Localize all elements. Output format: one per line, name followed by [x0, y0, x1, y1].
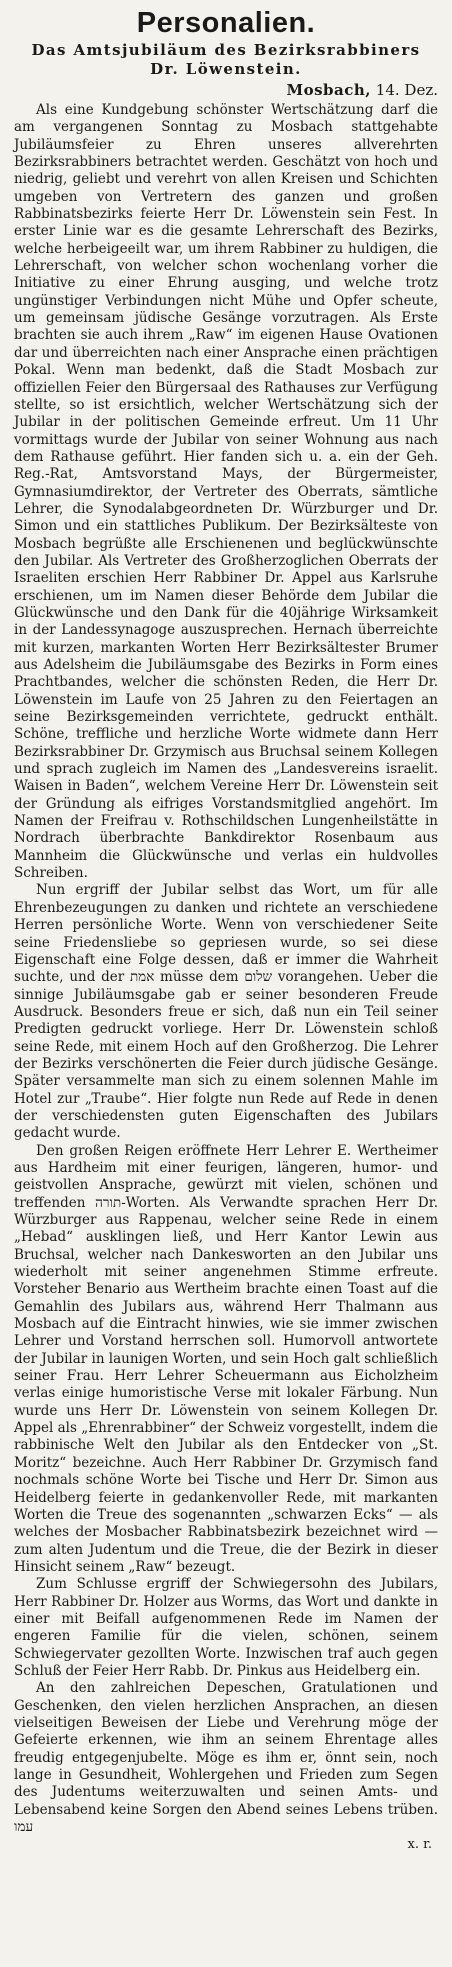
paragraph-5: An den zahlreichen Depeschen, Gratulationen und Geschenken, den vielen herzlichen Ansprachen, an diesen vielseitigen Beweisen der Liebe und Verehrung möge der Gefeierte erkennen, wie ihm an seinem Ehrentage alles freudig entgegenjubelte. Möge es ihm er, önnt sein, noch lange in Gesundheit, Wohlergehen und Frieden zum Segen des Judentums weiterzuwalten und seinen Amts- und Lebensabend keine Sorgen den Abend seines Lebens trüben. עמו [14, 1680, 438, 1836]
paragraph-2: Nun ergriff der Jubilar selbst das Wort, um für alle Ehrenbezeugungen zu danken und richtete an verschiedene Herren persönliche Worte. Wenn von verschiedener Seite seine Friedensliebe so gepriesen wurde, so sei diese Eigenschaft eine Folge dessen, daß er immer die Wahrheit suchte, und der אמת müsse dem שלום vorangehen. Ueber die sinnige Jubiläumsgabe gab er seiner besonderen Freude Ausdruck. Besonders freue er sich, daß nun ein Teil seiner Predigten gedruckt vorliege. Herr Dr. Löwenstein schloß seine Rede, mit einem Hoch auf den Großherzog. Die Lehrer der Bezirks verschönerten die Feier durch jüdische Gesänge. Später versammelte man sich zu einem solennen Mahle im Hotel zur „Traube“. Hier folgte nun Rede auf Rede in denen der verschiedensten guten Eigenschaften des Jubilars gedacht wurde. [14, 882, 438, 1142]
article-subtitle: Das Amtsjubiläum des Bezirksrabbiners Dr. Löwenstein. [31, 41, 421, 78]
author-signature: x. r. [407, 1837, 432, 1853]
paragraph-4: Zum Schlusse ergriff der Schwiegersohn des Jubilars, Herr Rabbiner Dr. Holzer aus Worms, das Wort und dankte in einer mit Beifall aufgenommenen Rede im Namen der engeren Familie für die vielen, schönen, seinem Schwiegervater gezollten Worte. Inzwischen traf auch gegen Schluß der Feier Herr Rabb. Dr. Pinkus aus Heidelberg ein. [14, 1576, 438, 1679]
article-title: Personalien. [136, 7, 316, 39]
paragraph-3: Den großen Reigen eröffnete Herr Lehrer E. Wertheimer aus Hardheim mit einer feurigen, längeren, humor- und geistvollen Ansprache, gewürzt mit vielen, schönen und treffenden תורה-Worten. Als Verwandte sprachen Herr Dr. Würzburger aus Rappenau, welcher seine Rede in einem „Hebad“ ausklingen ließ, und Herr Kantor Lewin aus Bruchsal, welcher nach Dankesworten an den Jubilar uns wiederholt mit seiner angenehmen Stimme erfreute. Vorsteher Benario aus Wertheim brachte einen Toast auf die Gemahlin des Jubilars aus, während Herr Thalmann aus Mosbach auf die Eintracht hinwies, wie sie immer zwischen Lehrer und Vorstand herrschen soll. Humorvoll antwortete der Jubilar in launigen Worten, und sein Hoch galt schließlich seiner Frau. Herr Lehrer Scheuermann aus Eicholzheim verlas einige humoristische Verse mit lokaler Färbung. Nun wurde uns Herr Dr. Löwenstein von seinem Kollegen Dr. Appel als „Ehrenrabbiner“ der Schweiz vorgestellt, indem die rabbinische Welt den Jubilar als den Entdecker von „St. Moritz“ bezeichne. Auch Herr Rabbiner Dr. Grzymisch fand nochmals schöne Worte bei Tische und Herr Dr. Simon aus Heidelberg feierte in gedankenvoller Rede, mit markanten Worten die Treue des sogenannten „schwarzen Ecks“ — als welches der Mosbacher Rabbinatsbezirk bezeichnet wird — zum alten Judentum und die Treue, die der Bezirk in dieser Hinsicht seinem „Raw“ bezeugt. [14, 1142, 438, 1575]
dateline [14, 80, 438, 100]
dateline-date: 14. Dez. [375, 81, 438, 99]
paragraph-1: Als eine Kundgebung schönster Wertschätzung darf die am vergangenen Sonntag zu Mosbach stattgehabte Jubiläumsfeier zu Ehren unseres allverehrten Bezirksrabbiners betrachtet werden. Geschätzt von hoch und niedrig, geliebt und verehrt von allen Kreisen und Schichten umgeben von Vertretern des ganzen und großen Rabbinatsbezirks feierte Herr Dr. Löwenstein sein Fest. In erster Linie war es die gesamte Lehrerschaft des Bezirks, welche herbeigeeilt war, um ihrem Rabbiner zu huldigen, die Lehrerschaft, von welcher schon wochenlang vorher die Initiative zu einer Ehrung ausging, und welche trotz ungünstiger Verbindungen nicht Mühe und Opfer scheute, um gemeinsam jüdische Gesänge vorzutragen. Als Erste brachten sie auch ihrem „Raw“ im eigenen Hause Ovationen dar und überreichten nach einer Ansprache einen prächtigen Pokal. Wenn man bedenkt, daß die Stadt Mosbach zur offiziellen Feier den Bürgersaal des Rathauses zur Verfügung stellte, so ist ersichtlich, welcher Wertschätzung sich der Jubilar in der politischen Gemeinde erfreut. Um 11 Uhr vormittags wurde der Jubilar von seiner Wohnung aus nach dem Rathause geführt. Hier fanden sich u. a. ein der Geh. Reg.-Rat, Amtsvorstand Mays, der Bürgermeister, Gymnasiumdirektor, der Vertreter des Oberrats, sämtliche Lehrer, die Synodalabgeordneten Dr. Würzburger und Dr. Simon und ein stattliches Publikum. Der Bezirksälteste von Mosbach begrüßte alle Erschienenen und beglückwünschte den Jubilar. Als Vertreter des Großherzoglichen Oberrats der Israeliten erschien Herr Rabbiner Dr. Appel aus Karlsruhe erschienen, um im Namen dieser Behörde dem Jubilar die Glückwünsche und den Dank für die 40jährige Wirksamkeit in der Landessynagoge auszusprechen. Hernach überreichte mit kurzen, markanten Worten Herr Bezirksältester Brumer aus Adelsheim die Jubiläumsgabe des Bezirks in Form eines Prachtbandes, welcher die schönsten Reden, die Herr Dr. Löwenstein im Laufe von 25 Jahren zu den Feiertagen an seine Bezirksgemeinden verrichtete, gedruckt enthält. Schöne, treffliche und herzliche Worte widmete dann Herr Bezirksrabbiner Dr. Grzymisch aus Bruchsal seinem Kollegen und sprach zugleich im Namen des „Landesvereins israelit. Waisen in Baden“, welchem Vereine Herr Dr. Löwenstein seit der Gründung als eifriges Vorstandsmitglied angehört. Im Namen der Freifrau v. Rothschildschen Lungenheilstätte in Nordrach überbrachte Bankdirektor Rosenbaum aus Mannheim die Glückwünsche und verlas ein huldvolles Schreiben. [14, 102, 438, 882]
dateline-place: Mosbach, [286, 81, 372, 99]
